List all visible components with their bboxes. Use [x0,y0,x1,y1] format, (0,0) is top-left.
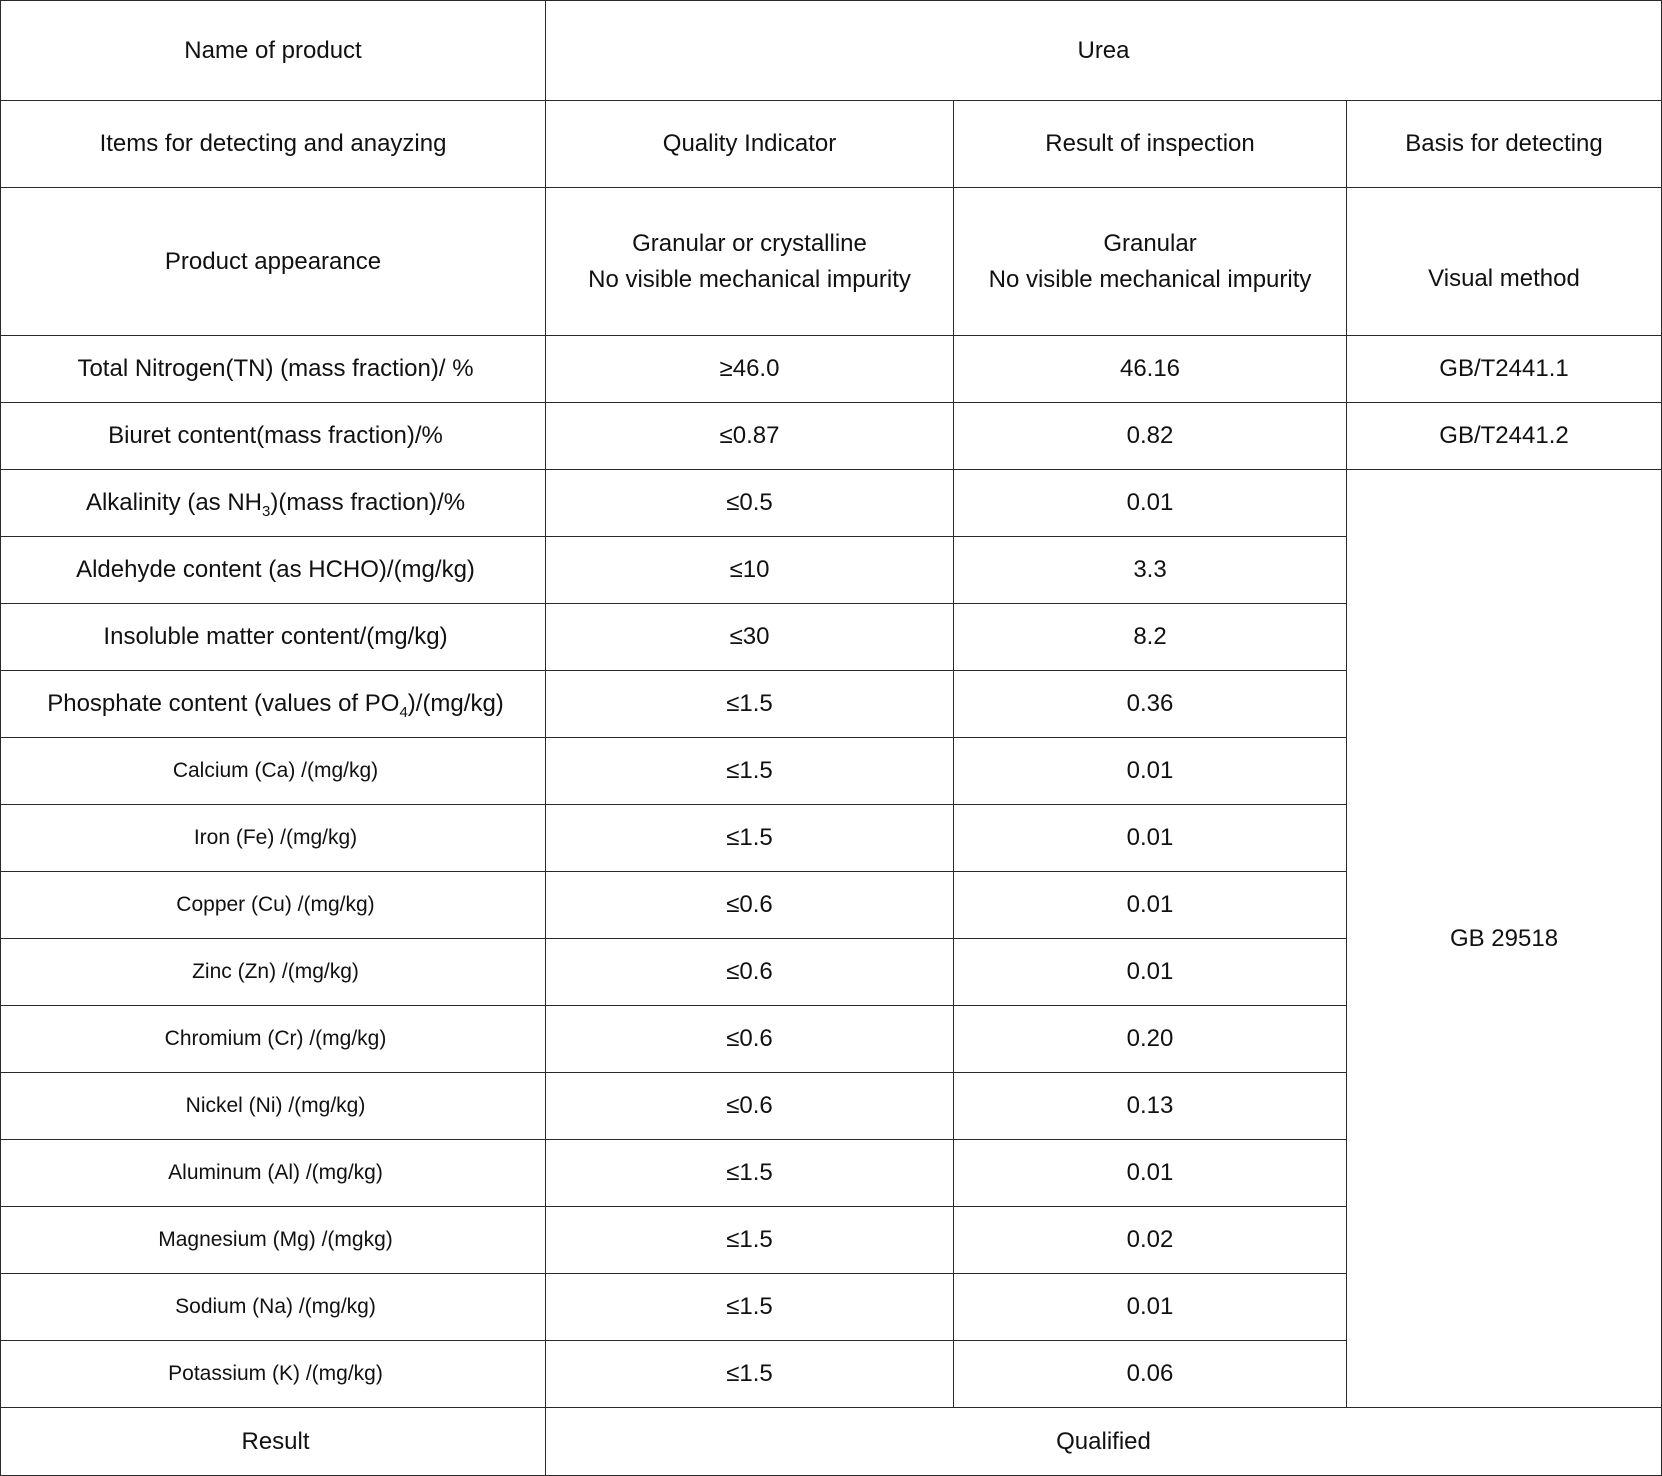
inspection-result-value: 46.16 [954,336,1347,403]
product-name-row [1,1,1662,101]
merged-detection-basis: GB 29518 [1347,470,1662,1408]
table-row [1,403,1662,470]
item-label: Biuret content(mass fraction)/% [1,403,546,470]
item-label-text: Alkalinity (as NH [85,489,262,516]
quality-indicator-value: ≤0.6 [546,1073,954,1140]
inspection-result-value: 0.01 [954,939,1347,1006]
result-label: Result [1,1408,546,1476]
appearance-result-cell [954,188,1347,336]
quality-indicator-value: ≤0.6 [546,939,954,1006]
quality-indicator-value: ≤1.5 [546,1341,954,1408]
inspection-result-value: 0.01 [954,470,1347,537]
quality-indicator-value: ≤1.5 [546,671,954,738]
inspection-result-value: 0.01 [954,1274,1347,1341]
product-name-label: Name of product [1,1,546,101]
quality-indicator-value: ≤1.5 [546,1207,954,1274]
column-header-row [1,101,1662,188]
appearance-result-line1: Granular [1103,229,1197,257]
table-row [1,470,1662,537]
quality-indicator-value: ≤0.87 [546,403,954,470]
quality-indicator-value: ≤0.6 [546,1006,954,1073]
inspection-result-value: 3.3 [954,537,1347,604]
inspection-result-value: 0.36 [954,671,1347,738]
inspection-result-value: 0.01 [954,1140,1347,1207]
appearance-row [1,188,1662,336]
item-label: Zinc (Zn) /(mg/kg) [1,939,546,1006]
item-label: Sodium (Na) /(mg/kg) [1,1274,546,1341]
inspection-result-value: 8.2 [954,604,1347,671]
quality-indicator-value: ≤1.5 [546,1274,954,1341]
item-label: Insoluble matter content/(mg/kg) [1,604,546,671]
item-label-subscript: 4 [399,703,408,721]
item-label-subscript: 3 [262,502,271,520]
item-label: Copper (Cu) /(mg/kg) [1,872,546,939]
quality-indicator-value: ≤1.5 [546,805,954,872]
quality-indicator-value: ≤1.5 [546,1140,954,1207]
inspection-result-value: 0.01 [954,872,1347,939]
item-label: Chromium (Cr) /(mg/kg) [1,1006,546,1073]
table-row [1,336,1662,403]
quality-indicator-header: Quality Indicator [546,101,954,188]
item-label-suffix: )(mass fraction)/% [270,489,466,516]
item-label [1,470,546,537]
inspection-result-value: 0.20 [954,1006,1347,1073]
appearance-quality-line2: No visible mechanical impurity [588,265,911,293]
detection-basis-value: GB/T2441.1 [1347,336,1662,403]
product-name-value: Urea [546,1,1662,101]
appearance-quality-cell [546,188,954,336]
quality-indicator-value: ≤1.5 [546,738,954,805]
quality-indicator-value: ≤30 [546,604,954,671]
result-value: Qualified [546,1408,1662,1476]
item-label-text: Phosphate content (values of PO [47,690,400,717]
inspection-result-value: 0.01 [954,805,1347,872]
item-label: Magnesium (Mg) /(mgkg) [1,1207,546,1274]
inspection-result-value: 0.01 [954,738,1347,805]
detection-basis-value: GB/T2441.2 [1347,403,1662,470]
item-label-suffix: )/(mg/kg) [407,690,504,717]
result-row [1,1408,1662,1476]
item-label: Total Nitrogen(TN) (mass fraction)/ % [1,336,546,403]
item-label [1,671,546,738]
appearance-result-line2: No visible mechanical impurity [988,265,1312,293]
detection-basis-header: Basis for detecting [1347,101,1662,188]
items-header: Items for detecting and anayzing [1,101,546,188]
quality-indicator-value: ≤0.6 [546,872,954,939]
item-label: Potassium (K) /(mg/kg) [1,1341,546,1408]
appearance-quality-line1: Granular or crystalline [632,229,867,257]
item-label: Iron (Fe) /(mg/kg) [1,805,546,872]
inspection-result-value: 0.13 [954,1073,1347,1140]
quality-indicator-value: ≤10 [546,537,954,604]
inspection-result-value: 0.82 [954,403,1347,470]
quality-indicator-value: ≤0.5 [546,470,954,537]
appearance-label: Product appearance [1,188,546,336]
item-label: Calcium (Ca) /(mg/kg) [1,738,546,805]
inspection-result-value: 0.02 [954,1207,1347,1274]
appearance-basis: Visual method [1347,188,1662,336]
item-label: Aluminum (Al) /(mg/kg) [1,1140,546,1207]
quality-indicator-value: ≥46.0 [546,336,954,403]
inspection-result-header: Result of inspection [954,101,1347,188]
item-label: Nickel (Ni) /(mg/kg) [1,1073,546,1140]
item-label: Aldehyde content (as HCHO)/(mg/kg) [1,537,546,604]
inspection-result-value: 0.06 [954,1341,1347,1408]
